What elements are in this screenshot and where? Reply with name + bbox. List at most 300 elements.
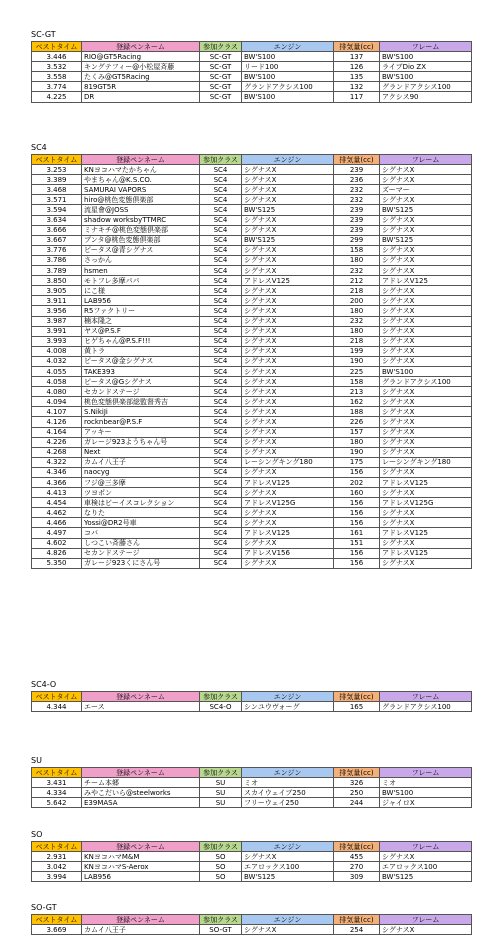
cell-class: SC4	[200, 286, 242, 296]
cell-class: SU	[200, 788, 242, 798]
cell-engine: アドレスV125G	[242, 498, 334, 508]
cell-displacement: 158	[334, 245, 380, 255]
header-frame: フレーム	[380, 42, 472, 52]
table-row	[32, 508, 472, 518]
header-pen-name: 登録ペンネーム	[82, 915, 200, 925]
cell-frame: エアロックス100	[380, 862, 472, 872]
cell-engine: レーシングキング180	[242, 457, 334, 467]
cell-engine: BW'S100	[242, 52, 334, 62]
cell-displacement: 180	[334, 326, 380, 336]
cell-class: SU	[200, 778, 242, 788]
cell-displacement: 117	[334, 92, 380, 102]
table-row	[32, 528, 472, 538]
cell-engine: シグナスX	[242, 175, 334, 185]
cell-best-time: 4.268	[32, 447, 82, 457]
cell-pen-name: 黄トラ	[82, 346, 200, 356]
results-table	[31, 41, 472, 103]
header-class: 参加クラス	[200, 768, 242, 778]
header-pen-name: 登録ペンネーム	[82, 692, 200, 702]
table-row	[32, 286, 472, 296]
table-row	[32, 407, 472, 417]
cell-displacement: 157	[334, 427, 380, 437]
cell-frame: BW'S125	[380, 872, 472, 882]
cell-displacement: 126	[334, 62, 380, 72]
header-best-time: ベストタイム	[32, 915, 82, 925]
cell-class: SC-GT	[200, 52, 242, 62]
table-row	[32, 276, 472, 286]
section-title: SC-GT	[31, 30, 56, 39]
cell-class: SC4	[200, 336, 242, 346]
cell-displacement: 218	[334, 336, 380, 346]
cell-displacement: 158	[334, 377, 380, 387]
cell-displacement: 236	[334, 175, 380, 185]
cell-engine: リード100	[242, 62, 334, 72]
cell-pen-name: DR	[82, 92, 200, 102]
cell-pen-name: 楠本隆之	[82, 316, 200, 326]
cell-pen-name: RIO@GT5Racing	[82, 52, 200, 62]
cell-frame: アクシス90	[380, 92, 472, 102]
cell-pen-name: 819GT5R	[82, 82, 200, 92]
header-displacement: 排気量(cc)	[334, 42, 380, 52]
cell-frame: シグナスX	[380, 397, 472, 407]
cell-class: SO	[200, 872, 242, 882]
cell-class: SC4	[200, 488, 242, 498]
cell-class: SC4	[200, 447, 242, 457]
cell-pen-name: コバ	[82, 528, 200, 538]
cell-class: SC4	[200, 165, 242, 175]
header-frame: フレーム	[380, 842, 472, 852]
cell-displacement: 232	[334, 185, 380, 195]
cell-frame: シグナスX	[380, 326, 472, 336]
table-row	[32, 377, 472, 387]
header-pen-name: 登録ペンネーム	[82, 768, 200, 778]
cell-displacement: 270	[334, 862, 380, 872]
cell-pen-name: キングテフィー@小松屋斉藤	[82, 62, 200, 72]
cell-best-time: 4.058	[32, 377, 82, 387]
cell-class: SC4	[200, 346, 242, 356]
cell-frame: シグナスX	[380, 852, 472, 862]
cell-class: SC4	[200, 407, 242, 417]
table-row	[32, 467, 472, 477]
cell-best-time: 3.850	[32, 276, 82, 286]
results-table	[31, 914, 472, 935]
cell-displacement: 161	[334, 528, 380, 538]
table-row	[32, 397, 472, 407]
cell-frame: シグナスX	[380, 316, 472, 326]
cell-class: SC4	[200, 245, 242, 255]
cell-engine: シグナスX	[242, 366, 334, 376]
cell-best-time: 3.389	[32, 175, 82, 185]
cell-engine: シグナスX	[242, 165, 334, 175]
cell-class: SC4	[200, 498, 242, 508]
cell-displacement: 162	[334, 397, 380, 407]
cell-class: SC4	[200, 548, 242, 558]
cell-frame: シグナスX	[380, 467, 472, 477]
cell-class: SC4	[200, 306, 242, 316]
cell-engine: シグナスX	[242, 306, 334, 316]
header-class: 参加クラス	[200, 915, 242, 925]
cell-engine: シグナスX	[242, 417, 334, 427]
cell-class: SC-GT	[200, 72, 242, 82]
cell-displacement: 190	[334, 447, 380, 457]
cell-displacement: 232	[334, 195, 380, 205]
cell-best-time: 3.667	[32, 235, 82, 245]
cell-frame: シグナスX	[380, 306, 472, 316]
cell-best-time: 4.080	[32, 387, 82, 397]
cell-displacement: 225	[334, 366, 380, 376]
cell-best-time: 4.346	[32, 467, 82, 477]
cell-pen-name: shadow worksbyTTMRC	[82, 215, 200, 225]
cell-pen-name: naocyg	[82, 467, 200, 477]
cell-pen-name: やまちゃん@K.S.CO.	[82, 175, 200, 185]
cell-pen-name: チーム本郷	[82, 778, 200, 788]
table-row	[32, 255, 472, 265]
cell-frame: シグナスX	[380, 488, 472, 498]
cell-displacement: 232	[334, 266, 380, 276]
header-row	[32, 768, 472, 778]
cell-engine: シグナスX	[242, 215, 334, 225]
header-best-time: ベストタイム	[32, 155, 82, 165]
cell-engine: アドレスV156	[242, 548, 334, 558]
cell-engine: シグナスX	[242, 225, 334, 235]
cell-best-time: 2.931	[32, 852, 82, 862]
cell-frame: BW'S100	[380, 366, 472, 376]
cell-displacement: 156	[334, 498, 380, 508]
cell-pen-name: E39MASA	[82, 798, 200, 808]
cell-class: SC-GT	[200, 82, 242, 92]
cell-pen-name: カムイ八王子	[82, 925, 200, 935]
results-table	[31, 841, 472, 882]
cell-displacement: 202	[334, 478, 380, 488]
cell-pen-name: さっかん	[82, 255, 200, 265]
header-pen-name: 登録ペンネーム	[82, 155, 200, 165]
cell-best-time: 4.164	[32, 427, 82, 437]
cell-best-time: 3.987	[32, 316, 82, 326]
table-row	[32, 82, 472, 92]
table-row	[32, 235, 472, 245]
cell-class: SU	[200, 798, 242, 808]
cell-class: SC4	[200, 356, 242, 366]
cell-frame: アドレスV125	[380, 478, 472, 488]
cell-pen-name: SAMURAI VAPORS	[82, 185, 200, 195]
cell-displacement: 254	[334, 925, 380, 935]
table-row	[32, 185, 472, 195]
cell-pen-name: 流星會@JOSS	[82, 205, 200, 215]
header-frame: フレーム	[380, 155, 472, 165]
cell-best-time: 4.107	[32, 407, 82, 417]
header-class: 参加クラス	[200, 692, 242, 702]
table-row	[32, 326, 472, 336]
cell-displacement: 156	[334, 508, 380, 518]
cell-displacement: 326	[334, 778, 380, 788]
table-row	[32, 702, 472, 712]
cell-pen-name: ブンタ@桃色変態倶楽部	[82, 235, 200, 245]
header-frame: フレーム	[380, 692, 472, 702]
cell-best-time: 4.094	[32, 397, 82, 407]
table-row	[32, 336, 472, 346]
cell-displacement: 239	[334, 215, 380, 225]
cell-best-time: 3.774	[32, 82, 82, 92]
cell-best-time: 3.446	[32, 52, 82, 62]
cell-pen-name: エース	[82, 702, 200, 712]
cell-frame: シグナスX	[380, 165, 472, 175]
header-engine: エンジン	[242, 155, 334, 165]
cell-displacement: 309	[334, 872, 380, 882]
cell-engine: スカイウェイブ250	[242, 788, 334, 798]
cell-engine: BW'S100	[242, 72, 334, 82]
cell-class: SC4	[200, 366, 242, 376]
cell-best-time: 3.994	[32, 872, 82, 882]
cell-frame: シグナスX	[380, 336, 472, 346]
section-title: SU	[31, 756, 42, 765]
cell-displacement: 212	[334, 276, 380, 286]
cell-frame: シグナスX	[380, 558, 472, 568]
cell-pen-name: セカンドステージ	[82, 387, 200, 397]
cell-frame: BW'S125	[380, 235, 472, 245]
cell-pen-name: ガレージ923ようちゃん号	[82, 437, 200, 447]
cell-pen-name: rocknbear@P.S.F	[82, 417, 200, 427]
cell-displacement: 213	[334, 387, 380, 397]
table-row	[32, 548, 472, 558]
table-row	[32, 165, 472, 175]
cell-class: SC4	[200, 528, 242, 538]
cell-engine: シグナスX	[242, 508, 334, 518]
cell-engine: シグナスX	[242, 488, 334, 498]
cell-class: SC4	[200, 427, 242, 437]
cell-engine: シグナスX	[242, 427, 334, 437]
cell-frame: シグナスX	[380, 255, 472, 265]
cell-displacement: 244	[334, 798, 380, 808]
cell-class: SC4	[200, 316, 242, 326]
cell-class: SC4	[200, 205, 242, 215]
cell-frame: シグナスX	[380, 427, 472, 437]
cell-best-time: 3.956	[32, 306, 82, 316]
cell-frame: シグナスX	[380, 407, 472, 417]
header-best-time: ベストタイム	[32, 42, 82, 52]
table-row	[32, 437, 472, 447]
cell-pen-name: カムイ八王子	[82, 457, 200, 467]
cell-best-time: 3.558	[32, 72, 82, 82]
cell-frame: グランドアクシス100	[380, 82, 472, 92]
cell-frame: シグナスX	[380, 356, 472, 366]
cell-best-time: 4.344	[32, 702, 82, 712]
table-row	[32, 346, 472, 356]
cell-class: SC4	[200, 266, 242, 276]
header-displacement: 排気量(cc)	[334, 768, 380, 778]
header-row	[32, 842, 472, 852]
results-table	[31, 691, 472, 712]
table-row	[32, 872, 472, 882]
cell-best-time: 3.911	[32, 296, 82, 306]
cell-best-time: 5.642	[32, 798, 82, 808]
header-displacement: 排気量(cc)	[334, 155, 380, 165]
section-title: SC4	[31, 143, 47, 152]
cell-engine: シグナスX	[242, 296, 334, 306]
header-frame: フレーム	[380, 915, 472, 925]
cell-engine: シグナスX	[242, 316, 334, 326]
results-table	[31, 767, 472, 808]
table-row	[32, 427, 472, 437]
header-row	[32, 155, 472, 165]
cell-class: SC4	[200, 387, 242, 397]
cell-best-time: 4.454	[32, 498, 82, 508]
cell-displacement: 156	[334, 548, 380, 558]
cell-engine: シグナスX	[242, 407, 334, 417]
table-row	[32, 306, 472, 316]
cell-class: SO-GT	[200, 925, 242, 935]
cell-best-time: 3.042	[32, 862, 82, 872]
cell-best-time: 4.826	[32, 548, 82, 558]
cell-engine: シグナスX	[242, 195, 334, 205]
table-row	[32, 387, 472, 397]
cell-engine: シグナスX	[242, 518, 334, 528]
header-best-time: ベストタイム	[32, 692, 82, 702]
cell-engine: シグナスX	[242, 387, 334, 397]
cell-pen-name: ガレージ923くにさん号	[82, 558, 200, 568]
cell-class: SC4	[200, 175, 242, 185]
cell-pen-name: LAB956	[82, 296, 200, 306]
cell-class: SC4	[200, 276, 242, 286]
cell-displacement: 226	[334, 417, 380, 427]
cell-pen-name: 桃色変態倶楽部総監督秀吉	[82, 397, 200, 407]
table-row	[32, 457, 472, 467]
cell-displacement: 190	[334, 356, 380, 366]
table-row	[32, 316, 472, 326]
cell-class: SC4	[200, 195, 242, 205]
table-row	[32, 225, 472, 235]
table-row	[32, 447, 472, 457]
cell-engine: シグナスX	[242, 538, 334, 548]
cell-best-time: 3.253	[32, 165, 82, 175]
cell-best-time: 3.786	[32, 255, 82, 265]
cell-pen-name: KNヨコハマたかちゃん	[82, 165, 200, 175]
cell-displacement: 151	[334, 538, 380, 548]
cell-engine: シグナスX	[242, 467, 334, 477]
cell-frame: アドレスV125G	[380, 498, 472, 508]
cell-engine: シグナスX	[242, 266, 334, 276]
cell-displacement: 199	[334, 346, 380, 356]
cell-frame: アドレスV125	[380, 548, 472, 558]
cell-frame: BW'S100	[380, 788, 472, 798]
cell-engine: シグナスX	[242, 558, 334, 568]
cell-displacement: 156	[334, 467, 380, 477]
cell-best-time: 3.634	[32, 215, 82, 225]
cell-frame: BW'S125	[380, 205, 472, 215]
cell-best-time: 3.993	[32, 336, 82, 346]
header-displacement: 排気量(cc)	[334, 915, 380, 925]
header-frame: フレーム	[380, 768, 472, 778]
cell-best-time: 4.225	[32, 92, 82, 102]
cell-pen-name: しつこい斉藤さん	[82, 538, 200, 548]
cell-best-time: 3.669	[32, 925, 82, 935]
header-engine: エンジン	[242, 768, 334, 778]
table-row	[32, 245, 472, 255]
table-row	[32, 205, 472, 215]
cell-pen-name: S.NikiJi	[82, 407, 200, 417]
cell-displacement: 156	[334, 518, 380, 528]
cell-class: SC4	[200, 225, 242, 235]
cell-pen-name: hiro@桃色変態倶楽部	[82, 195, 200, 205]
section-title: SO-GT	[31, 903, 57, 912]
cell-pen-name: ヤス@P.S.F	[82, 326, 200, 336]
cell-engine: シグナスX	[242, 245, 334, 255]
table-row	[32, 498, 472, 508]
cell-engine: シグナスX	[242, 326, 334, 336]
cell-frame: レーシングキング180	[380, 457, 472, 467]
cell-engine: シグナスX	[242, 346, 334, 356]
cell-best-time: 4.462	[32, 508, 82, 518]
header-best-time: ベストタイム	[32, 842, 82, 852]
header-displacement: 排気量(cc)	[334, 692, 380, 702]
table-row	[32, 538, 472, 548]
cell-frame: シグナスX	[380, 175, 472, 185]
cell-pen-name: セカンドステージ	[82, 548, 200, 558]
cell-class: SC4	[200, 255, 242, 265]
cell-engine: シグナスX	[242, 925, 334, 935]
cell-pen-name: ピータス@青シグナス	[82, 245, 200, 255]
table-row	[32, 478, 472, 488]
cell-frame: シグナスX	[380, 538, 472, 548]
cell-pen-name: KNヨコハマM&M	[82, 852, 200, 862]
cell-best-time: 3.991	[32, 326, 82, 336]
cell-pen-name: ツヨポン	[82, 488, 200, 498]
cell-frame: シグナスX	[380, 225, 472, 235]
cell-best-time: 3.571	[32, 195, 82, 205]
cell-engine: シグナスX	[242, 356, 334, 366]
cell-pen-name: Next	[82, 447, 200, 457]
cell-best-time: 3.905	[32, 286, 82, 296]
cell-displacement: 156	[334, 558, 380, 568]
cell-engine: フリーウェイ250	[242, 798, 334, 808]
table-row	[32, 788, 472, 798]
cell-class: SC4	[200, 397, 242, 407]
header-engine: エンジン	[242, 842, 334, 852]
table-row	[32, 72, 472, 82]
cell-displacement: 137	[334, 52, 380, 62]
cell-engine: シグナスX	[242, 185, 334, 195]
cell-best-time: 3.789	[32, 266, 82, 276]
cell-class: SC4	[200, 296, 242, 306]
cell-displacement: 232	[334, 316, 380, 326]
cell-displacement: 175	[334, 457, 380, 467]
cell-frame: シグナスX	[380, 518, 472, 528]
cell-displacement: 180	[334, 255, 380, 265]
cell-frame: シグナスX	[380, 296, 472, 306]
cell-class: SC4	[200, 457, 242, 467]
cell-pen-name: Yossi@DR2号車	[82, 518, 200, 528]
cell-class: SC4	[200, 538, 242, 548]
cell-class: SC4	[200, 417, 242, 427]
cell-best-time: 4.497	[32, 528, 82, 538]
cell-best-time: 4.008	[32, 346, 82, 356]
cell-class: SC4	[200, 215, 242, 225]
cell-displacement: 239	[334, 165, 380, 175]
header-class: 参加クラス	[200, 842, 242, 852]
table-row	[32, 296, 472, 306]
cell-displacement: 165	[334, 702, 380, 712]
cell-displacement: 180	[334, 306, 380, 316]
cell-frame: ズーマー	[380, 185, 472, 195]
cell-engine: BW'S125	[242, 235, 334, 245]
cell-engine: シンユウヴォーグ	[242, 702, 334, 712]
header-pen-name: 登録ペンネーム	[82, 842, 200, 852]
cell-engine: シグナスX	[242, 447, 334, 457]
table-row	[32, 518, 472, 528]
header-engine: エンジン	[242, 915, 334, 925]
cell-frame: シグナスX	[380, 437, 472, 447]
table-row	[32, 52, 472, 62]
header-class: 参加クラス	[200, 42, 242, 52]
